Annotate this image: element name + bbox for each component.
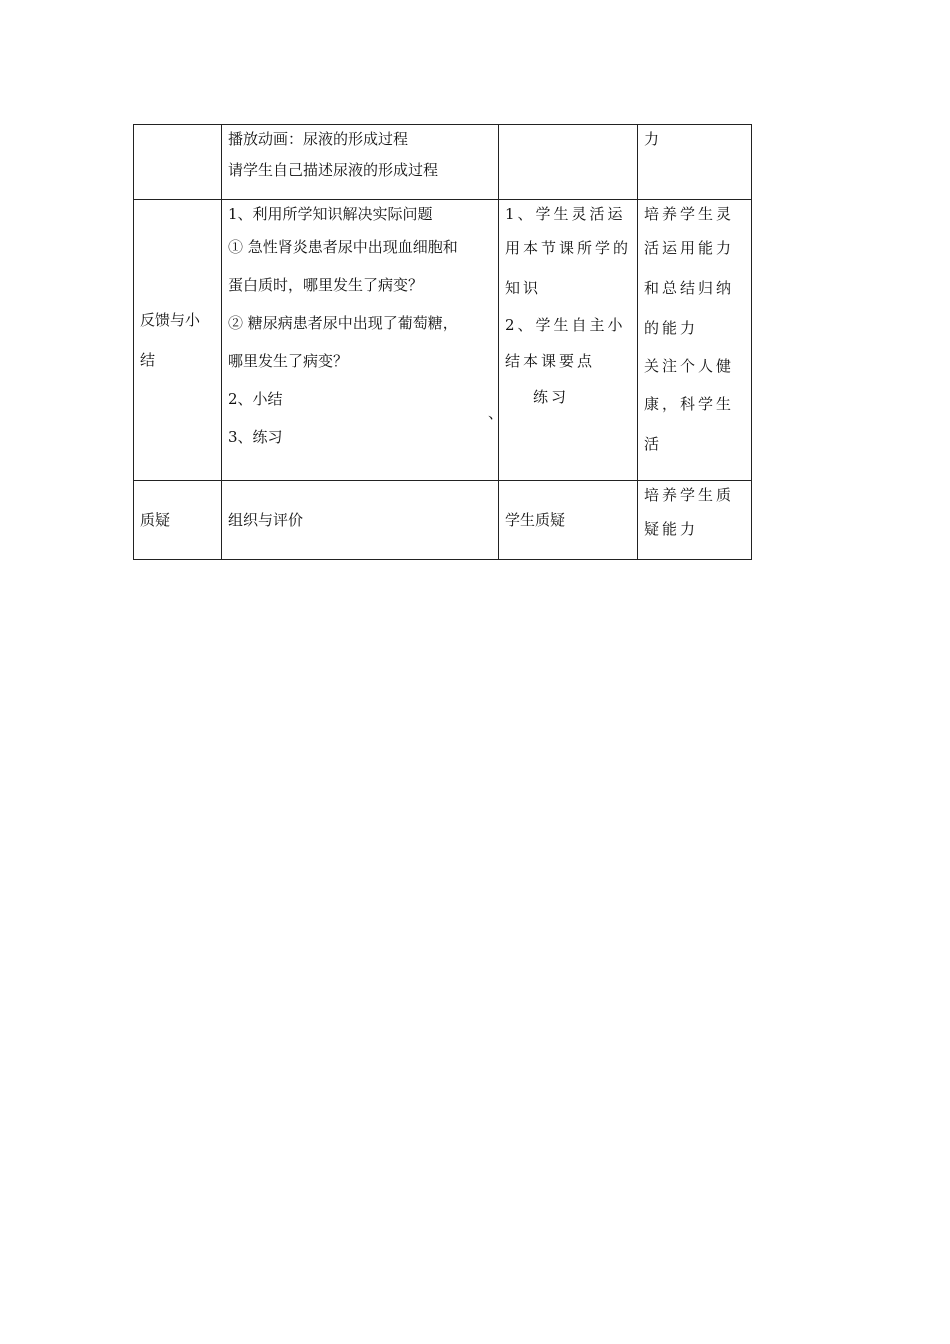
cell-line: 1、利用所学知识解决实际问题: [228, 205, 433, 223]
table-row: [134, 125, 752, 200]
stage-cell: [134, 200, 222, 481]
cell-line: 结: [140, 351, 156, 369]
cell-line: 学生质疑: [505, 511, 566, 529]
cell-line: 活: [644, 435, 663, 453]
cell-line: 3、练习: [228, 428, 283, 446]
cell-line: 质疑: [140, 511, 171, 529]
cell-line: 康，科学生: [644, 395, 735, 413]
student-activity-cell: [499, 125, 638, 200]
cell-line: 播放动画：尿液的形成过程: [228, 130, 409, 148]
lesson-plan-table: [133, 124, 752, 560]
cell-line: 知识: [505, 279, 542, 297]
teacher-activity-cell: [222, 200, 499, 481]
cell-line: 活运用能力: [644, 239, 735, 257]
design-intent-cell: [638, 125, 752, 200]
cell-line: ① 急性肾炎患者尿中出现血细胞和: [228, 238, 458, 256]
design-intent-cell: [638, 200, 752, 481]
cell-line: 力: [644, 130, 660, 148]
cell-line: 请学生自己描述尿液的形成过程: [228, 161, 439, 179]
design-intent-cell: [638, 481, 752, 560]
teacher-activity-cell: [222, 125, 499, 200]
cell-line: 关注个人健: [644, 357, 735, 375]
cell-line: ② 糖尿病患者尿中出现了葡萄糖，: [228, 314, 458, 332]
teacher-activity-cell: [222, 481, 499, 560]
cell-line: 2、小结: [228, 390, 283, 408]
cell-line: 练习: [533, 388, 570, 406]
stage-cell: [134, 481, 222, 560]
table-row: [134, 481, 752, 560]
cell-line: 和总结归纳: [644, 279, 735, 297]
cell-line: 组织与评价: [228, 511, 304, 529]
cell-line: 的能力: [644, 319, 699, 337]
cell-line: 培养学生质: [644, 486, 735, 504]
cell-line: 培养学生灵: [644, 205, 735, 223]
stray-mark: 、: [488, 404, 504, 422]
student-activity-cell: [499, 200, 638, 481]
stage-cell: [134, 125, 222, 200]
cell-line: 反馈与小: [140, 311, 201, 329]
cell-line: 2、学生自主小: [505, 316, 626, 334]
cell-line: 疑能力: [644, 520, 699, 538]
cell-line: 1、学生灵活运: [505, 205, 626, 223]
cell-line: 蛋白质时，哪里发生了病变？: [228, 276, 424, 294]
student-activity-cell: [499, 481, 638, 560]
cell-line: 哪里发生了病变？: [228, 352, 349, 370]
table-row: [134, 200, 752, 481]
cell-line: 结本课要点: [505, 352, 596, 370]
cell-line: 用本节课所学的: [505, 239, 632, 257]
